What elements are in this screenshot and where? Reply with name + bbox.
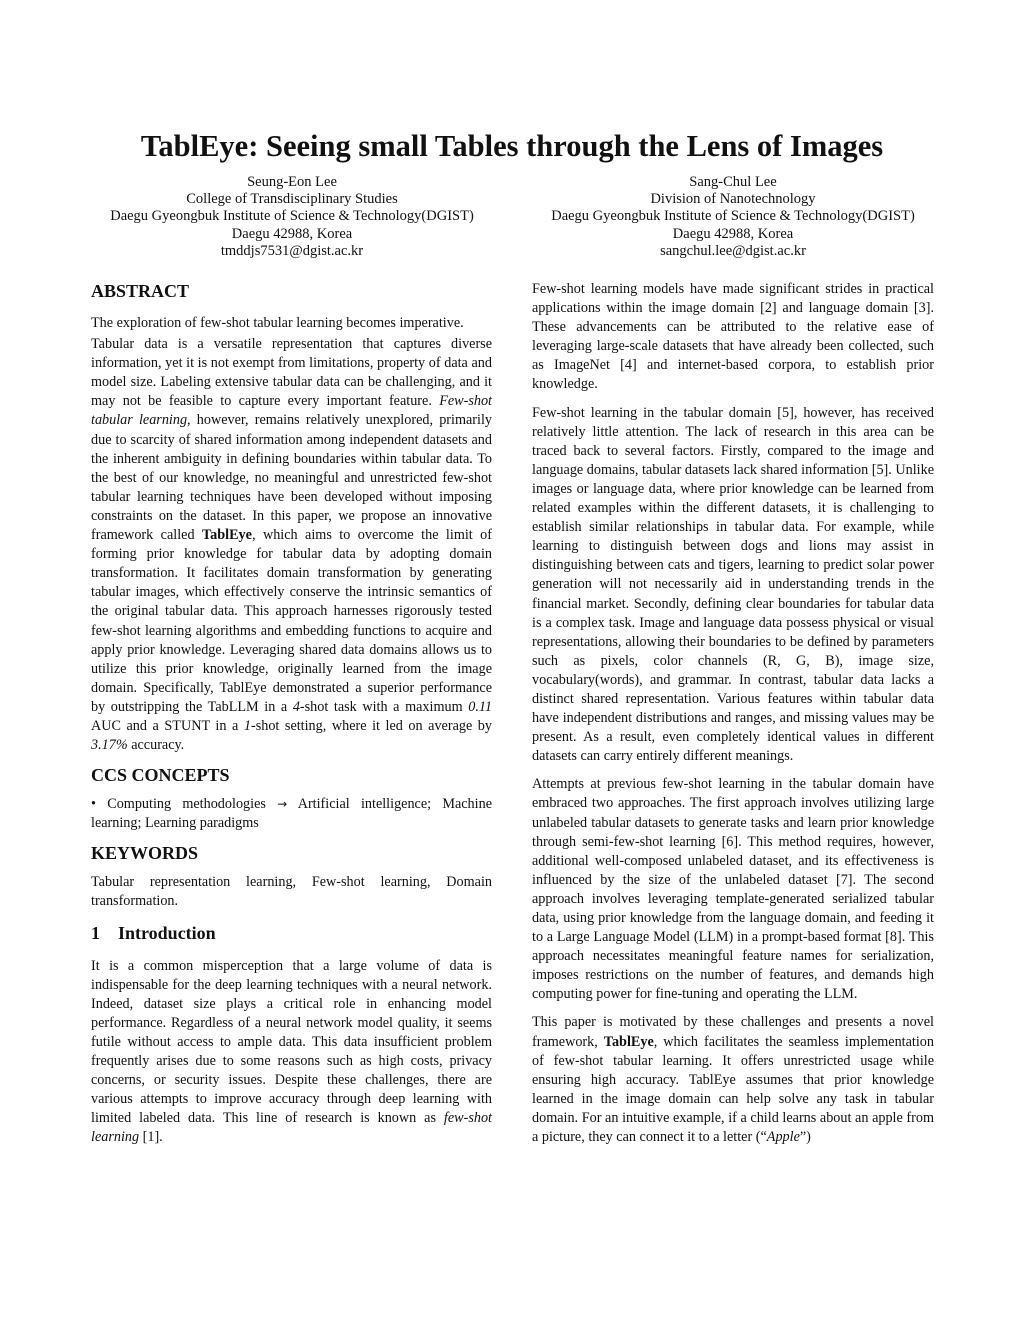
author-name: Sang-Chul Lee <box>689 174 777 190</box>
author-department: College of Transdisciplinary Studies <box>186 191 398 208</box>
keywords-text: Tabular representation learning, Few-shot learning, Domain transformation. <box>91 874 492 910</box>
paper-title: TablEye: Seeing small Tables through the Lens of Images <box>140 129 884 163</box>
author-department: Division of Nanotechnology <box>650 191 816 208</box>
body-paragraph-2: Few-shot learning in the tabular domain [5], however, has received relatively little attention. The lack of research in this area can be traced back to several factors. Firstly, compared to the image and language domains, tabular datasets lack shared information [5]. Unlike images or language data, where prior knowledge can be learned from related examples within the different datasets, it is challenging to establish similar relationships in tabular data. For example, while learning to distinguish between dogs and lions may assist in distinguishing between cats and tigers, learning to predict solar power generation will not necessarily aid in understanding trends in the financial market. Secondly, defining clear boundaries for tabular data is a complex task. Image and language data possess physical or visual representations, allowing their boundaries to be defined by parameters such as pixels, color channels (R, G, B), image size, vocabulary(words), and grammar. In contrast, tabular data lacks a distinct shared representation. Various features within tabular data have independent distributions and ranges, and missing values may be present. As a result, even completely identical values in different datasets can carry entirely different meanings. <box>532 404 934 765</box>
author-institution: Daegu Gyeongbuk Institute of Science & Technology(DGIST) <box>110 208 474 225</box>
ccs-concepts-text: • Computing methodologies → Artificial intelligence; Machine learning; Learning paradigms <box>91 796 492 832</box>
right-column <box>532 280 934 1156</box>
author-email: tmddjs7531@dgist.ac.kr <box>220 242 364 259</box>
abstract-heading: ABSTRACT <box>91 281 190 301</box>
author-address: Daegu 42988, Korea <box>672 225 794 242</box>
body-paragraph-4: This paper is motivated by these challenges and presents a novel framework, TablEye, which facilitates the seamless implementation of few-shot tabular learning. It offers unrestricted usage while ensuring high accuracy. TablEye assumes that prior knowledge learned in the image domain can help solve any task in tabular domain. For an intuitive example, if a child learns about an apple from a picture, they can connect it to a letter (“Apple”) <box>532 1014 934 1146</box>
author-name: Seung-Eon Lee <box>247 174 337 190</box>
abstract-first-line: The exploration of few-shot tabular learning becomes imperative. <box>91 315 464 331</box>
section-title: Introduction <box>118 922 216 943</box>
author-block-1 <box>82 174 502 260</box>
introduction-heading <box>91 922 492 944</box>
abstract-text: Tabular data is a versatile representation that captures diverse information, yet it is not exempt from limitations, property of data and model size. Labeling extensive tabular data can be challenging, and it may not be feasible to capture every important feature. Few-shot tabular learning, however, remains relatively unexplored, primarily due to scarcity of shared information among independent datasets and the inherent ambiguity in defining boundaries within tabular data. To the best of our knowledge, no meaningful and unrestricted few-shot tabular learning techniques have been developed without imposing constraints on the dataset. In this paper, we propose an innovative framework called TablEye, which aims to overcome the limit of forming prior knowledge for tabular data by adopting domain transformation. It facilitates domain transformation by generating tabular images, which effectively conserve the intrinsic semantics of the original tabular data. This approach harnesses rigorously tested few-shot learning algorithms and embedding functions to acquire and apply prior knowledge. Leveraging shared data domains allows us to utilize this prior knowledge, originally learned from the image domain. Specifically, TablEye demonstrated a superior performance by outstripping the TabLLM in a 4-shot task with a maximum 0.11 AUC and a STUNT in a 1-shot setting, where it led on average by 3.17% accuracy. <box>91 336 493 754</box>
ccs-heading: CCS CONCEPTS <box>91 765 230 786</box>
left-column <box>91 280 492 1156</box>
right-arrow-icon: → <box>277 797 288 812</box>
author-address: Daegu 42988, Korea <box>231 225 353 242</box>
author-block-2 <box>523 174 943 260</box>
section-number: 1 <box>91 922 100 943</box>
author-email: sangchul.lee@dgist.ac.kr <box>660 242 806 259</box>
body-paragraph-1: Few-shot learning models have made significant strides in practical applications within the image domain [2] and language domain [3]. These advancements can be attributed to the relative ease of leveraging large-scale datasets that have already been collected, such as ImageNet [4] and internet-based corpora, to establish prior knowledge. <box>532 281 934 393</box>
keywords-heading: KEYWORDS <box>91 843 199 864</box>
introduction-paragraph: It is a common misperception that a large volume of data is indispensable for the deep learning techniques with a neural network. Indeed, dataset size plays a critical role in enhancing model performance. Regardless of a neural network model quality, it seems futile without access to ample data. This data insufficient problem frequently arises due to some reasons such as high costs, privacy concerns, or security issues. Despite these challenges, there are various attempts to improve accuracy through deep learning with limited labeled data. This line of research is known as few-shot learning [1]. <box>91 957 492 1146</box>
author-institution: Daegu Gyeongbuk Institute of Science & Technology(DGIST) <box>551 208 915 225</box>
body-paragraph-3: Attempts at previous few-shot learning in the tabular domain have embraced two approaches. The first approach involves utilizing large unlabeled tabular datasets to generate tasks and learn prior knowledge through semi-few-shot learning [6]. This method requires, however, additional well-composed unlabeled dataset, and its effectiveness is influenced by the size of the unlabeled dataset [7]. The second approach involves leveraging template-generated serialized tabular data, using prior knowledge from the language domain, and feeding it to a Large Language Model (LLM) in a prompt-based format [8]. This approach necessitates meaningful feature names for serialization, imposes restrictions on the number of features, and demands high computing power for fine-tuning and operating the LLM. <box>532 776 934 1003</box>
